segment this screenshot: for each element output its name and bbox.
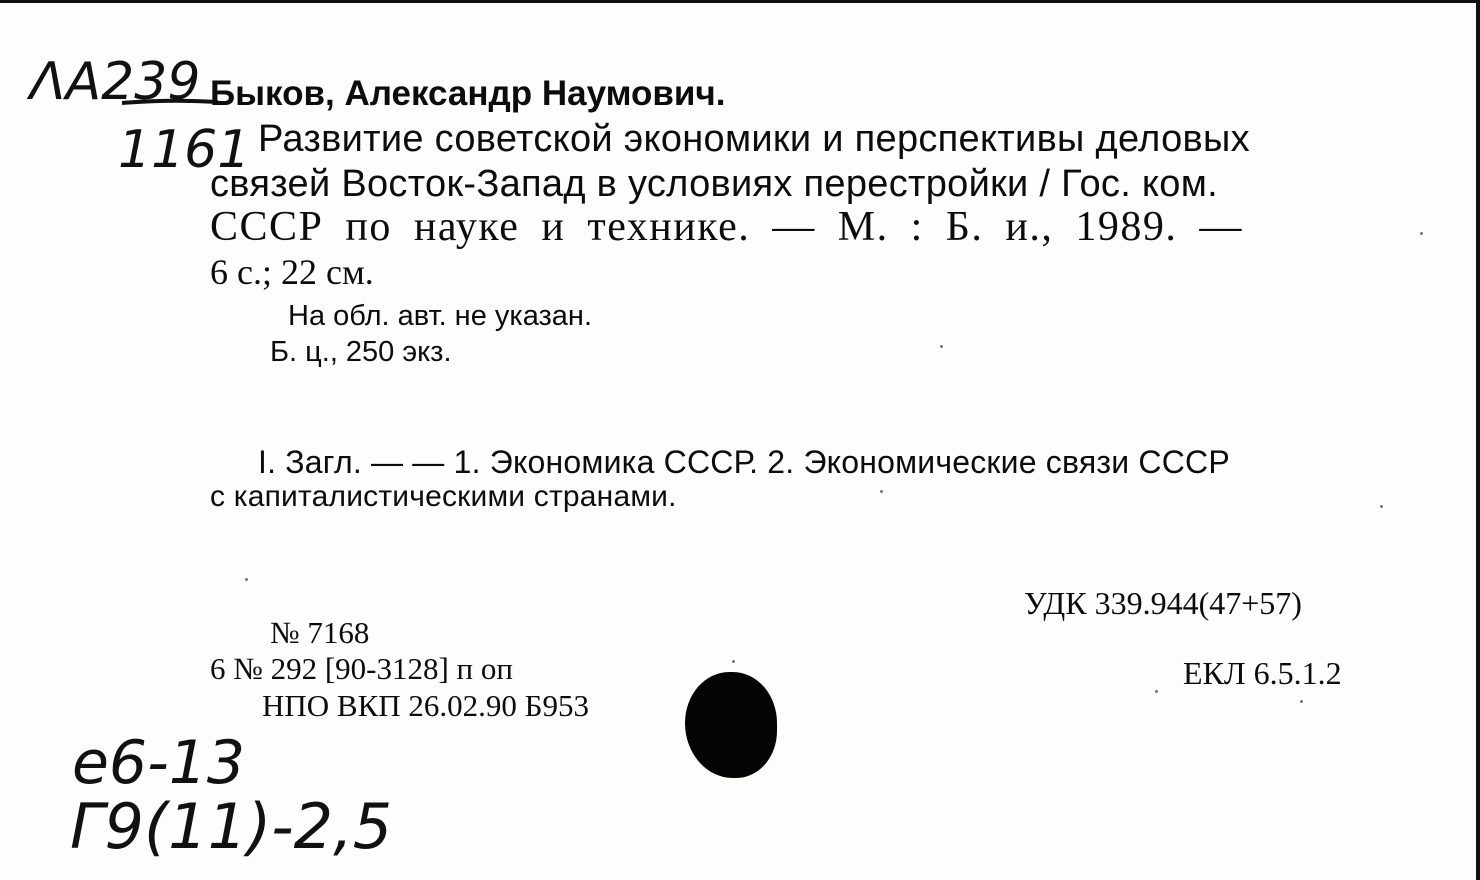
scan-speck <box>1380 505 1383 508</box>
card-top-edge <box>0 0 1480 3</box>
card-right-edge <box>1476 0 1480 880</box>
udk-code: УДК 339.944(47+57) <box>1024 585 1302 621</box>
note-author: На обл. авт. не указан. <box>288 300 593 332</box>
handwritten-code-1: e6-13 <box>72 728 246 798</box>
punch-hole <box>685 672 777 778</box>
imprint-line-1: СССР по науке и технике. — М. : Б. и., 1989. — <box>210 204 1243 250</box>
tracings-line-2: с капиталистическими странами. <box>210 480 677 513</box>
tracings-line-1: I. Загл. — — 1. Экономика СССР. 2. Экономические связи СССР <box>258 444 1230 480</box>
registration-number: № 7168 <box>270 615 370 650</box>
order-number: 6 № 292 [90-3128] п оп <box>210 651 513 686</box>
note-price: Б. ц., 250 экз. <box>270 336 452 368</box>
scan-speck <box>732 660 735 663</box>
scan-speck <box>880 490 883 493</box>
scan-speck <box>245 578 248 581</box>
scan-speck <box>1420 232 1423 235</box>
author-heading: Быков, Александр Наумович. <box>210 74 726 113</box>
handwritten-code-2: Г9(11)-2,5 <box>70 790 393 863</box>
handwritten-underline <box>120 95 220 109</box>
ekl-code: ЕКЛ 6.5.1.2 <box>1183 655 1342 691</box>
title-line-2: связей Восток-Запад в условиях перестройки / Гос. ком. <box>210 163 1219 205</box>
scan-speck <box>1155 690 1158 693</box>
imprint-line-2: 6 с.; 22 см. <box>210 252 374 292</box>
title-line-1: Развитие советской экономики и перспективы деловых <box>258 118 1250 160</box>
scan-speck <box>1300 700 1303 703</box>
printer-info: НПО ВКП 26.02.90 Б953 <box>262 688 589 723</box>
scan-speck <box>940 345 943 348</box>
handwritten-shelf-number: ΛΑ239 <box>30 52 201 112</box>
handwritten-shelf-number-sub: 1161 <box>118 120 251 180</box>
